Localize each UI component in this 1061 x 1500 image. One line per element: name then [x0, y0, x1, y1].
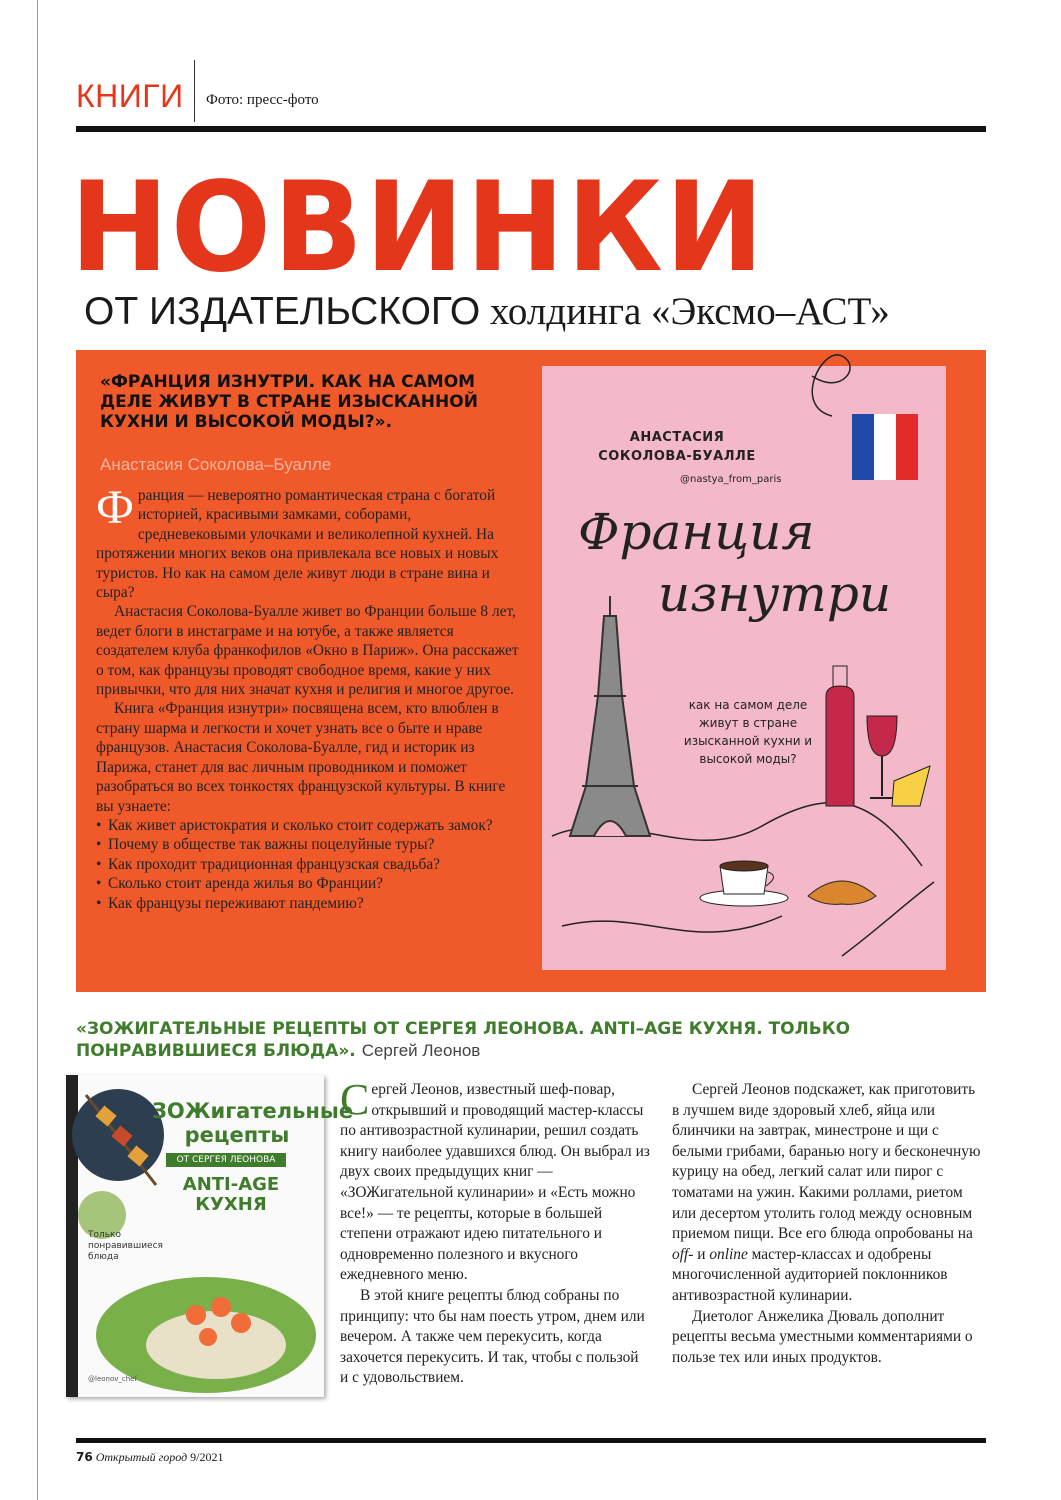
book2-col1-paragraph-1: ергей Леонов, известный шеф-повар, открывший и проводящий мастер-классы по антивозрастной кулинарии, решил создать книгу наиболее удавшихся блюд. Он выбрал из двух своих предыдущих книг — «ЗОЖигательной кулинарии» и «Есть можно все!» — те рецепты, которые в большей степени отражают идею питательного и одновременно полезного и вкусного ежедневного меню.	[340, 1081, 650, 1284]
subhead-caps: ОТ ИЗДАТЕЛЬСКОГО	[84, 290, 481, 333]
book2-column-1	[340, 1075, 650, 1389]
subhead-rest: холдинга «Эксмо–АСТ»	[480, 290, 890, 333]
french-flag-icon	[852, 414, 918, 480]
croissant-icon	[808, 881, 876, 904]
book1-article	[96, 481, 521, 913]
book1-paragraph-3: Книга «Франция изнутри» посвящена всем, кто влюблен в страну шарма и легкости и хочет узнать все о быте и нраве французов. Анастасия Соколова-Буалле, гид и историк из Парижа, станет для вас личным проводником и поможет разобраться во всех тонкостях французской культуры. В книге вы узнаете:	[96, 700, 506, 815]
section-rubric: КНИГИ	[76, 78, 184, 114]
cover1-handle: @nastya_from_paris	[680, 474, 782, 485]
book2-column-2	[672, 1080, 984, 1368]
cover1-subtitle: как на самом деле живут в стране изысканной кухни и высокой моды?	[683, 698, 813, 766]
page-subheadline	[84, 290, 989, 334]
book2-col2-and: и	[693, 1245, 710, 1263]
cover1-title	[578, 501, 938, 625]
page-folio	[76, 1450, 224, 1465]
photo-credit: Фото: пресс-фото	[206, 92, 319, 108]
cover1-author-line-1: АНАСТАСИЯ	[629, 430, 725, 445]
book2-author: Сергей Леонов	[361, 1041, 481, 1060]
coffee-cup-icon	[700, 861, 788, 906]
book2-title: «ЗОЖИГАТЕЛЬНЫЕ РЕЦЕПТЫ ОТ СЕРГЕЯ ЛЕОНОВА. ANTI–AGE КУХНЯ. ТОЛЬКО ПОНРАВИВШИЕСЯ БЛЮДА».	[76, 1019, 851, 1061]
book1-dropcap: Ф	[96, 481, 134, 534]
eiffel-tower-icon	[570, 596, 650, 836]
bottom-rule	[76, 1438, 986, 1443]
rubric-divider	[194, 60, 195, 122]
cover1-author	[542, 428, 812, 466]
page-number: 76	[76, 1450, 93, 1464]
book1-bullet-list	[96, 816, 521, 913]
page-headline: НОВИНКИ	[70, 154, 766, 300]
issue-number: 9/2021	[187, 1450, 224, 1464]
cover1-title-line-1: Франция	[578, 503, 815, 561]
page-margin-line	[37, 0, 38, 1500]
book1-paragraph-2: Анастасия Соколова-Буалле живет во Франции больше 8 лет, ведет блоги в инстаграме и на ютубе, а также является создателем клуба франкофилов «Окно в Париж». Она расскажет о том, как французы проводят свободное время, какие у них привычки, что для них значат кухня и религия и многое другое.	[96, 603, 519, 699]
book2-col2-off: off-	[672, 1245, 694, 1263]
book1-title: «ФРАНЦИЯ ИЗНУТРИ. КАК НА САМОМ ДЕЛЕ ЖИВУТ В СТРАНЕ ИЗЫСКАННОЙ КУХНИ И ВЫСОКОЙ МОДЫ?».	[100, 372, 478, 432]
book2-heading	[76, 1018, 996, 1062]
top-rule	[76, 126, 986, 132]
cover2-subtitle: ANTI-AGE КУХНЯ	[182, 1174, 280, 1215]
book2-col2-paragraph-2: Диетолог Анжелика Дюваль дополнит рецепты весьма уместными комментариями о пользе тех или иных продуктов.	[672, 1307, 973, 1366]
cheese-icon	[892, 766, 930, 806]
book1-cover	[542, 366, 946, 970]
cover2-handle: @leonov_chef	[88, 1375, 137, 1383]
book2-col2-text-b: мастер-классах и одобрены многочисленной аудиторией поклонников антивозрастной кулинарии.	[672, 1245, 948, 1304]
book2-dropcap: С	[340, 1075, 370, 1124]
cover2-author-band: ОТ СЕРГЕЯ ЛЕОНОВА	[166, 1153, 286, 1167]
list-item: • Как французы переживают пандемию?	[96, 894, 521, 913]
wine-glass-icon	[867, 716, 897, 798]
cover2-tagline: Только понравившиеся блюда	[88, 1230, 163, 1262]
list-item: • Сколько стоит аренда жилья во Франции?	[96, 874, 521, 893]
book1-paragraph-1: ранция — невероятно романтическая страна с богатой историей, красивыми замками, соборами, средневековыми улочками и великолепной кухней. На протяжении многих веков она привлекала все новых и новых туристов. Но как на самом деле живут люди в стране вина и сыра?	[96, 487, 499, 602]
book2-col2-text-a: Сергей Леонов подскажет, как приготовить в лучшем виде здоровый хлеб, яйца или блинчики на завтрак, минестроне и щи с белыми грибами, баранью ногу и бесконечную курицу на обед, легкий салат или пирог с томатами на ужин. Какими роллами, риетом или десертом утолить голод между основным приемом пищи. Все его блюда опробованы на	[672, 1081, 981, 1243]
cover2-title: ЗОЖигательные рецепты	[152, 1099, 354, 1147]
magazine-name: Открытый город	[95, 1450, 188, 1464]
book2-col2-online: online	[709, 1245, 748, 1263]
list-item: • Как проходит традиционная французская свадьба?	[96, 855, 521, 874]
list-item: • Почему в обществе так важны поцелуйные туры?	[96, 835, 521, 854]
cover1-title-line-2: изнутри	[658, 565, 892, 623]
wine-bottle-icon	[826, 666, 854, 806]
book2-col1-paragraph-2: В этой книге рецепты блюд собраны по принципу: что бы нам поесть утром, днем или вечером. А также чем перекусить, когда захочется перекусить. И так, чтобы с пользой и с удовольствием.	[340, 1286, 645, 1387]
list-item: • Как живет аристократия и сколько стоит содержать замок?	[96, 816, 521, 835]
book2-cover	[66, 1075, 354, 1397]
book1-author: Анастасия Соколова–Буалле	[100, 455, 332, 474]
cover1-author-line-2: СОКОЛОВА-БУАЛЛЕ	[598, 449, 756, 464]
